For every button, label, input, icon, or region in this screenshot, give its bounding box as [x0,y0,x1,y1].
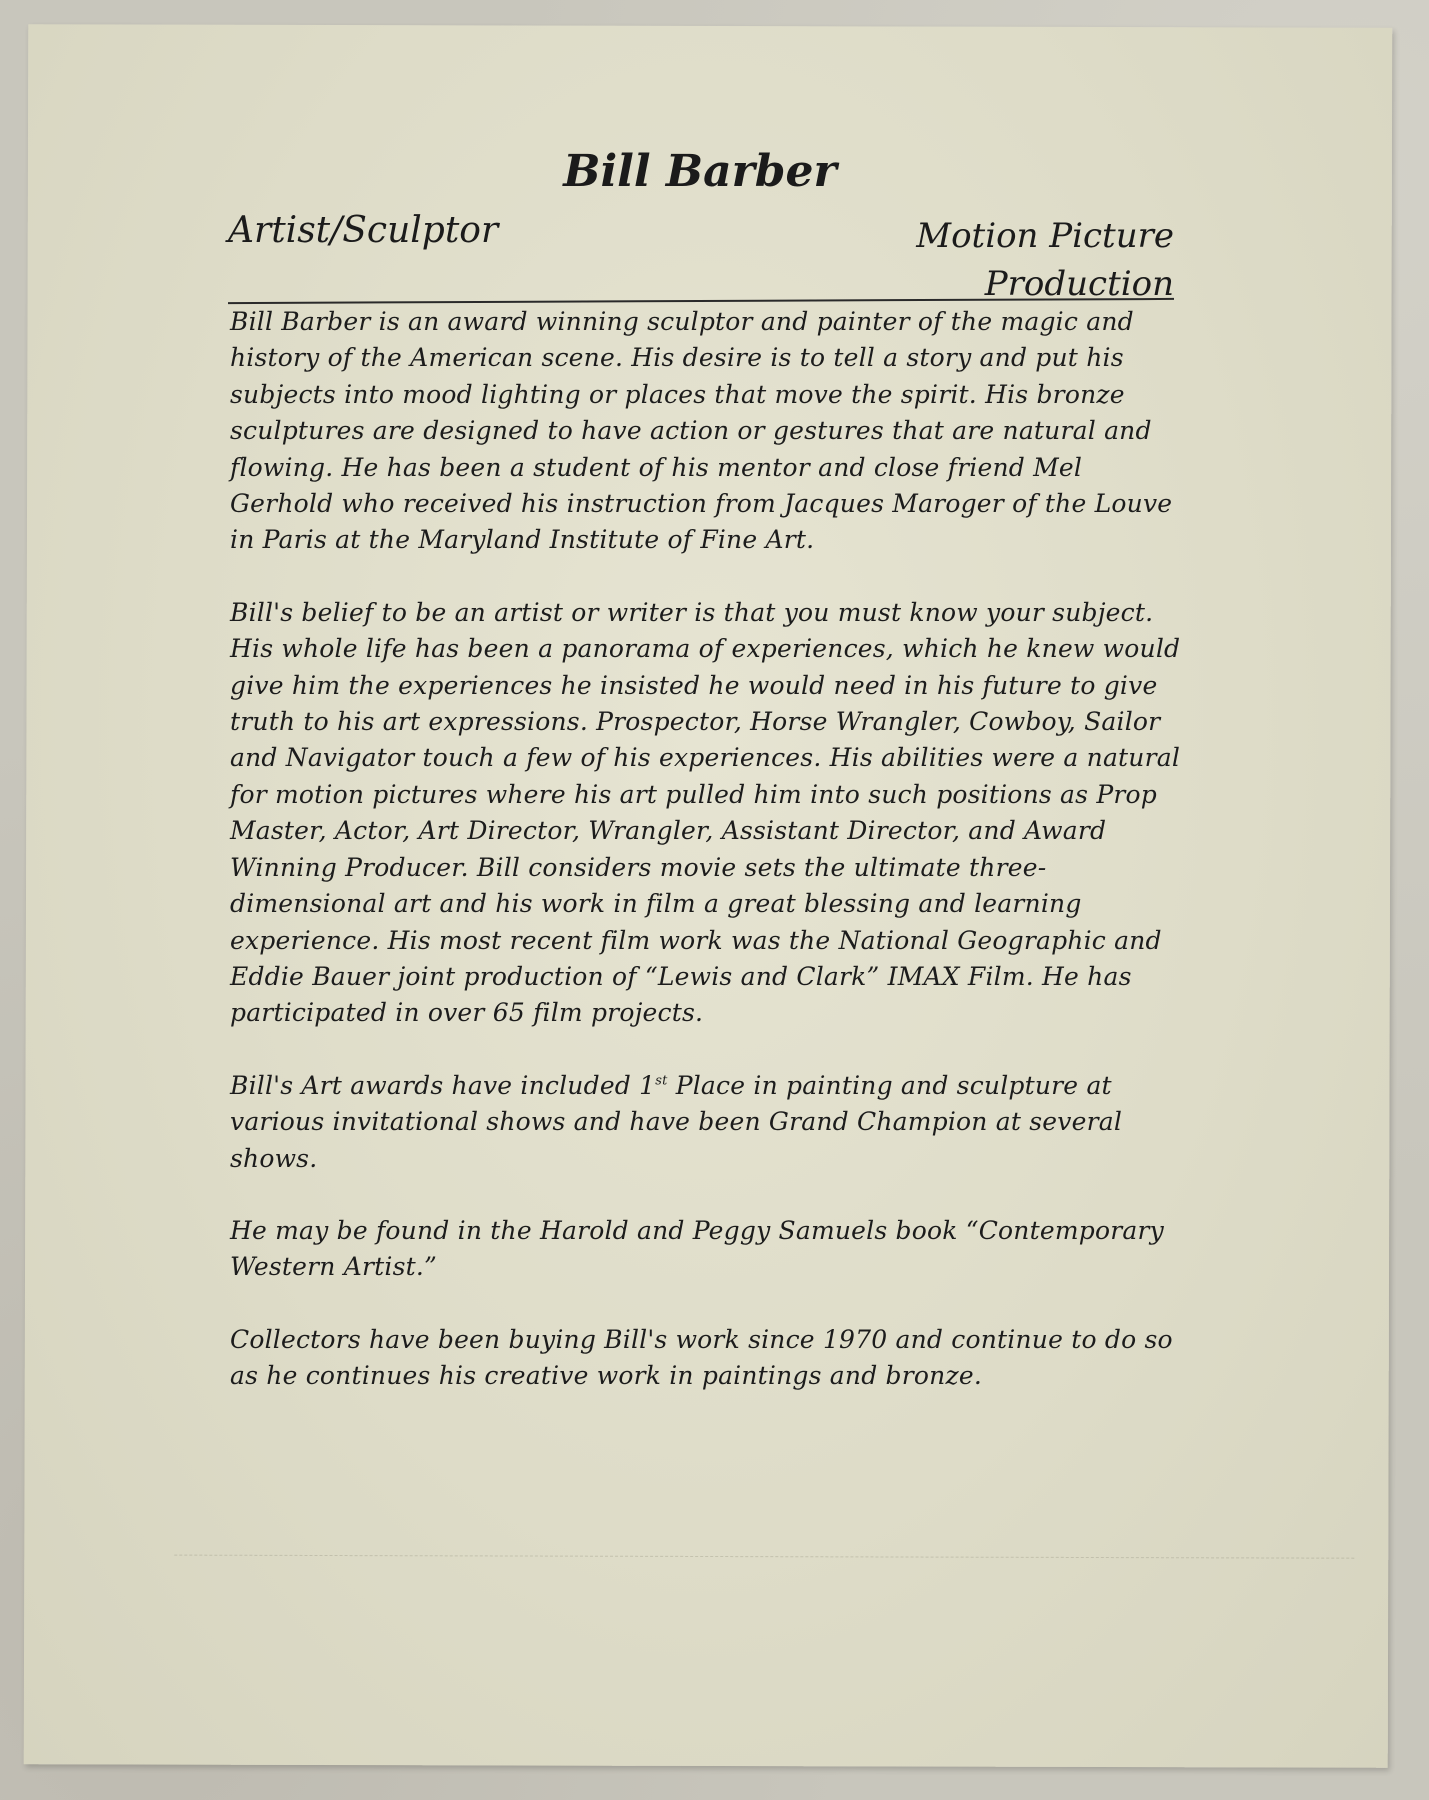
awards-ordinal-suffix: st [655,1073,668,1089]
paragraph-awards [230,1068,1190,1177]
biography-body [230,304,1190,1431]
paragraph-book-reference: He may be found in the Harold and Peggy Samuels book “Contemporary Western Artist.” [230,1215,1164,1282]
paper-fold-line [174,1555,1354,1560]
header-role-production-line2: Production [984,264,1174,304]
header-role-production [880,212,1174,308]
paragraph-collectors: Collectors have been buying Bill's work since 1970 and continue to do so as he continues his creative work in paintings and bronze. [230,1324,1173,1391]
header-role-artist: Artist/Sculptor [228,210,499,251]
paragraph-experience: Bill's belief to be an artist or writer is that you must know your subject. His whole life has been a panorama of experiences, which he knew would give him the experiences he insisted he would need in his future to give truth to his art expressions. Prospector, Horse Wrangler, Cowboy, Sailor and Navigator touch a few of his experiences. His abilities were a natural for motion pictures where his art pulled him into such positions as Prop Master, Actor, Art Director, Wrangler, Assistant Director, and Award Winning Producer. Bill considers movie sets the ultimate three-dimensional art and his work in film a great blessing and learning experience. His most recent film work was the National Geographic and Eddie Bauer joint production of “Lewis and Clark” IMAX Film. He has participated in over 65 film projects. [230,597,1181,1028]
paragraph-intro: Bill Barber is an award winning sculptor and painter of the magic and history of the American scene. His desire is to tell a story and put his subjects into mood lighting or places that move the spirit. His bronze sculptures are designed to have action or gestures that are natural and flowing. He has been a student of his mentor and close friend Mel Gerhold who received his instruction from Jacques Maroger of the Louve in Paris at the Maryland Institute of Fine Art. [230,307,1173,555]
page-title: Bill Barber [563,146,837,197]
awards-text-start: Bill's Art awards have included 1 [230,1070,656,1100]
header-role-production-line1: Motion Picture [916,216,1174,256]
awards-text-end: Place in painting and sculpture at various invitational shows and have been Grand Champion at several shows. [230,1070,1123,1173]
